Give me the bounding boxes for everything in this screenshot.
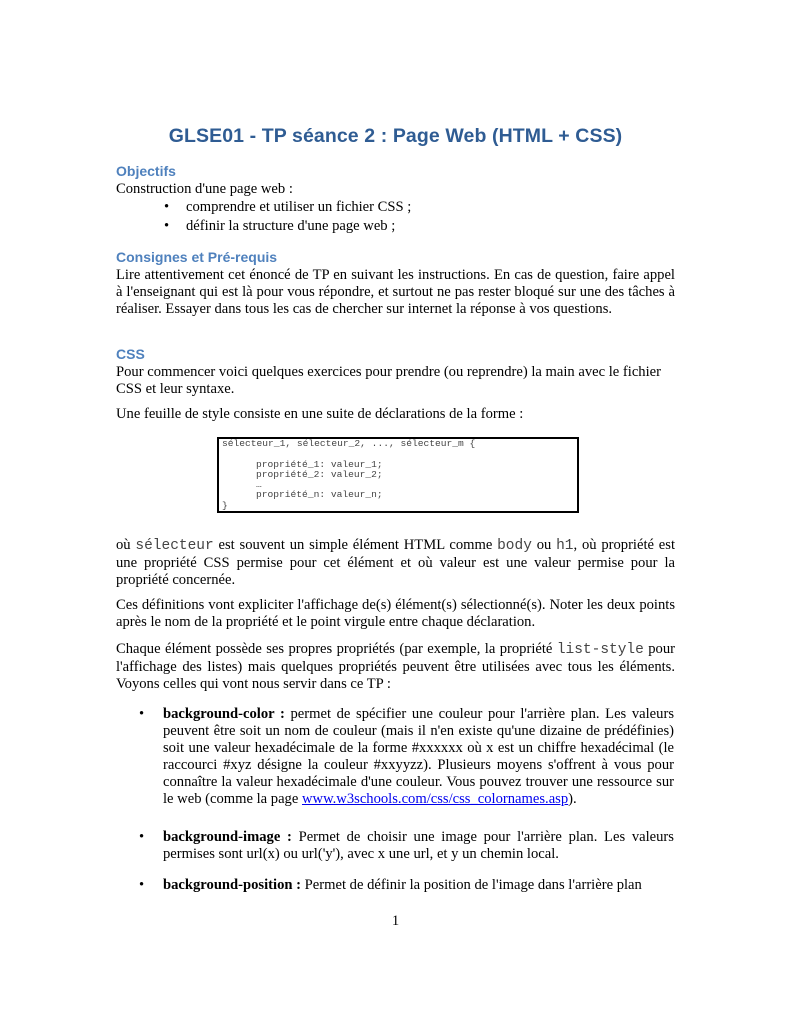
colornames-link[interactable]: www.w3schools.com/css/css_colornames.asp bbox=[301, 791, 569, 807]
list-item: • background-image : Permet de choisir une image pour l'arrière plan. Les valeurs permises sont url(x) ou url('y'), avec x une url, et y un chemin local. bbox=[139, 829, 674, 862]
objectifs-intro: Construction d'une page web : bbox=[116, 181, 293, 197]
inline-code: h1 bbox=[556, 538, 574, 554]
inline-code: sélecteur bbox=[135, 538, 214, 554]
code-line: propriété_n: valeur_n; bbox=[256, 489, 383, 501]
objectifs-list bbox=[164, 198, 412, 235]
code-line: … bbox=[256, 479, 262, 491]
inline-code: body bbox=[497, 538, 532, 554]
heading-objectifs: Objectifs bbox=[116, 163, 176, 179]
code-block bbox=[217, 437, 579, 513]
page-title: GLSE01 - TP séance 2 : Page Web (HTML + CSS) bbox=[168, 125, 623, 147]
definitions-paragraph: Ces définitions vont expliciter l'affichage de(s) élément(s) sélectionné(s). Noter les deux points après le nom de la propriété et le point virgule entre chaque déclaration. bbox=[116, 597, 675, 630]
heading-consignes: Consignes et Pré-requis bbox=[116, 249, 278, 265]
list-item: • background-color : permet de spécifier une couleur pour l'arrière plan. Les valeurs peuvent être soit un nom de couleur (mais il n'en existe qu'une dizaine de prédéfinies) soit une valeur hexadécimale de la forme #xxxxxx où x est un chiffre hexadécimal (le raccourci #xyz désigne la couleur #xxyyzz). Plusieurs moyens s'offrent à vous pour connaître la valeur hexadécimale d'une couleur. Vous pouvez trouver une ressource sur le web (comme la page www.w3schools.com/css/css_colornames.asp). bbox=[139, 706, 674, 807]
bullet-icon: • bbox=[164, 217, 170, 234]
code-line: sélecteur_1, sélecteur_2, ..., sélecteur_m { bbox=[222, 438, 476, 449]
list-item: • background-position : Permet de définir la position de l'image dans l'arrière plan bbox=[139, 877, 642, 893]
property-name: background-color : bbox=[163, 706, 285, 722]
code-line: propriété_2: valeur_2; bbox=[256, 468, 383, 480]
bullet-icon: • bbox=[164, 199, 170, 215]
inline-code: list-style bbox=[556, 642, 644, 658]
list-item: • définir la structure d'une page web ; bbox=[164, 217, 396, 234]
selector-paragraph: où sélecteur est souvent un simple élément HTML comme body ou h1, où propriété est une propriété CSS permise pour cet élément et où valeur est une valeur permise pour la propriété concernée. bbox=[116, 537, 675, 588]
property-name: background-position : bbox=[163, 877, 302, 893]
code-line: propriété_1: valeur_1; bbox=[256, 458, 383, 470]
bullet-icon: • bbox=[139, 829, 145, 845]
bullet-icon: • bbox=[139, 877, 145, 893]
css-intro: Pour commencer voici quelques exercices pour prendre (ou reprendre) la main avec le fichier CSS et leur syntaxe. bbox=[116, 364, 661, 397]
list-item: • comprendre et utiliser un fichier CSS ; bbox=[164, 199, 412, 215]
property-name: background-image : bbox=[163, 829, 292, 845]
code-line: } bbox=[222, 499, 228, 511]
consignes-text: Lire attentivement cet énoncé de TP en suivant les instructions. En cas de question, faire appel à l'enseignant qui est là pour vous répondre, et surtout ne pas rester bloqué sur une des tâches à réaliser. Essayer dans tous les cas de chercher sur internet la réponse à vos questions. bbox=[116, 267, 675, 317]
chaque-paragraph: Chaque élément possède ses propres propriétés (par exemple, la propriété list-style pour l'affichage des listes) mais quelques propriétés peuvent être utilisées avec tous les éléments. Voyons celles qui vont nous servir dans ce TP : bbox=[116, 641, 675, 692]
heading-css: CSS bbox=[116, 346, 145, 362]
page-number: 1 bbox=[391, 913, 400, 929]
declarations-intro: Une feuille de style consiste en une suite de déclarations de la forme : bbox=[116, 406, 524, 422]
bullet-icon: • bbox=[139, 706, 145, 722]
